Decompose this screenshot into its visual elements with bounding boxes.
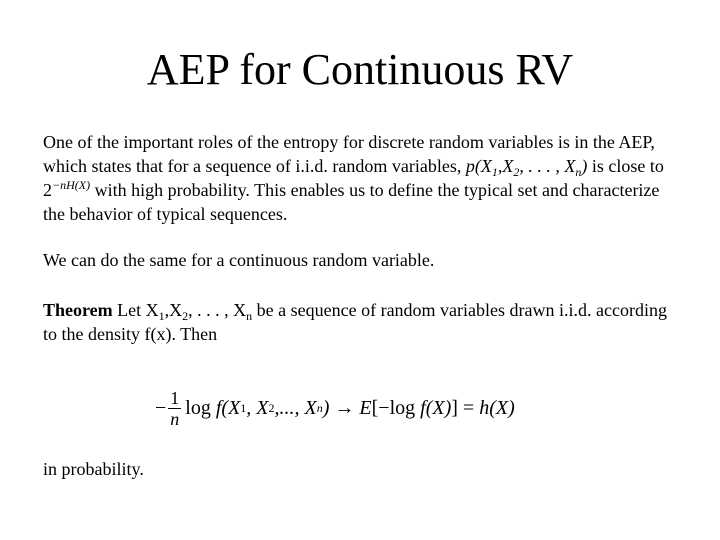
intro-text-3: with high probability. This enables us to define the typical set and characterize the behavior of typical sequences. <box>43 180 660 224</box>
aep-probability-expression: $p(X_1,X_2$, . . . , $X_n$) <box>465 156 588 179</box>
continuous-paragraph: We can do the same for a continuous random variable. <box>43 250 435 270</box>
slide-title: AEP for Continuous RV <box>146 45 574 94</box>
fraction-one-over-n: $\frac{1}{n}$ <box>170 387 180 429</box>
aep-formula: − $\frac{1}{n}$ log f (X 1 , X 2 ,..., X n ) → E [−log f (X) ] = h (X) <box>155 387 515 429</box>
theorem-paragraph: Theorem Let $X_1,X_2$, . . . , $X_n$ be a sequence of random variables drawn i.i.d. according to the density f(x). Then <box>43 300 667 344</box>
entropy-exponent: −nH(X) <box>52 178 91 192</box>
closing-text: in probability. <box>43 459 144 479</box>
intro-text-2: is close to 2 <box>43 156 664 200</box>
theorem-label: Theorem <box>43 300 113 320</box>
intro-text-1: One of the important roles of the entropy for discrete random variables is in the AEP, which states that for a sequence of i.i.d. random variables, <box>43 132 655 176</box>
arrow-icon: → <box>334 396 355 419</box>
intro-paragraph <box>43 130 683 226</box>
